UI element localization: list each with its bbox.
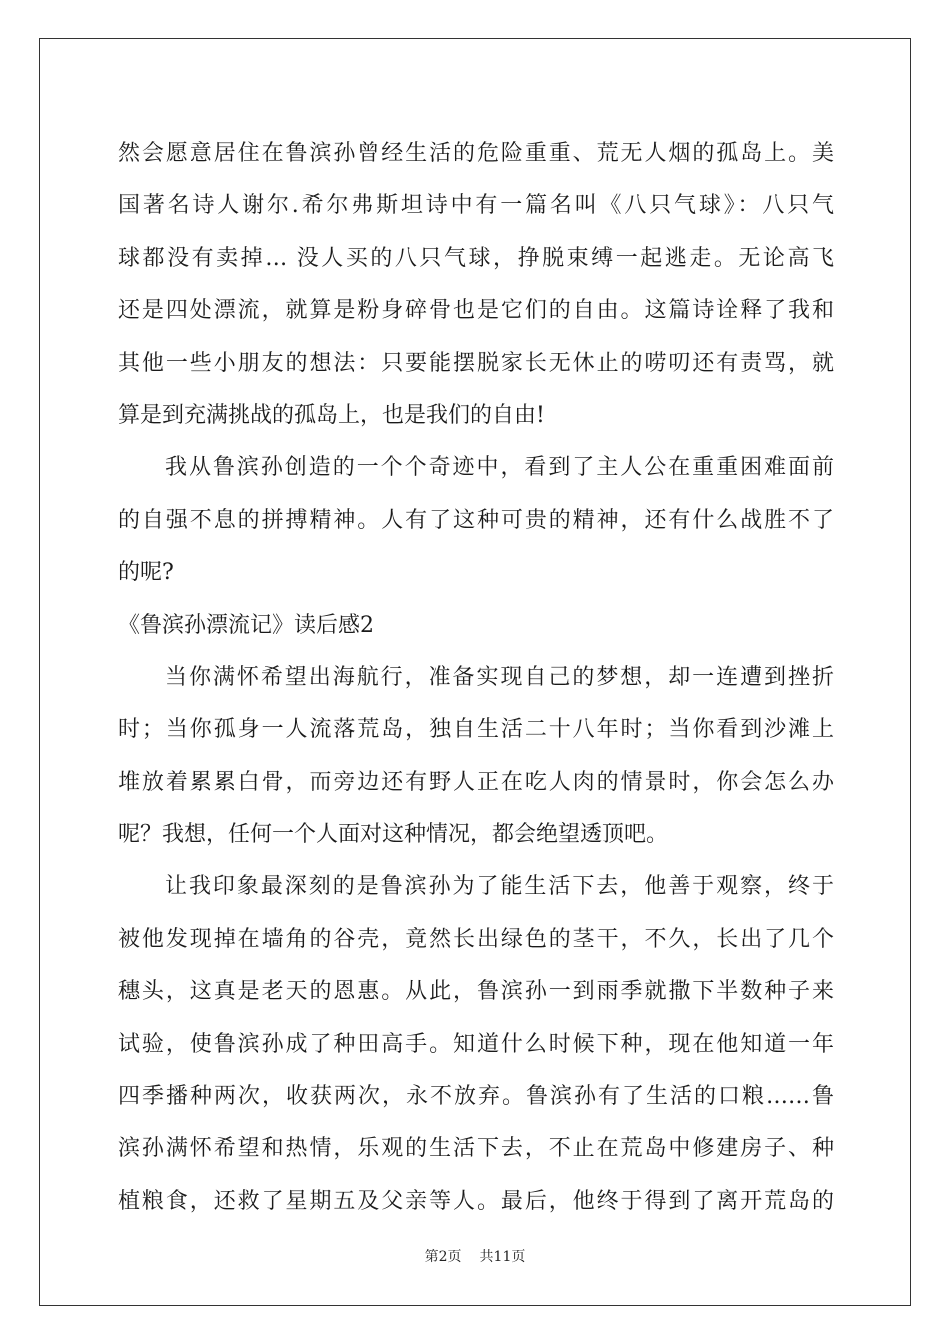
- page-footer: [0, 1246, 950, 1266]
- text-line: 被他发现掉在墙角的谷壳，竟然长出绿色的茎干，不久，长出了几个: [118, 926, 834, 952]
- text-line: 我从鲁滨孙创造的一个个奇迹中，看到了主人公在重重困难面前: [165, 455, 834, 481]
- text-line: 然会愿意居住在鲁滨孙曾经生活的危险重重、荒无人烟的孤岛上。美: [118, 141, 834, 166]
- text-line: 让我印象最深刻的是鲁滨孙为了能生活下去，他善于观察，终于: [165, 874, 834, 900]
- text-line: 的呢?: [118, 560, 174, 586]
- text-line: 的自强不息的拼搏精神。人有了这种可贵的精神，还有什么战胜不了: [118, 507, 834, 533]
- text-line: 呢？我想，任何一个人面对这种情况，都会绝望透顶吧。: [118, 822, 669, 848]
- text-line: 堆放着累累白骨，而旁边还有野人正在吃人肉的情景时，你会怎么办: [118, 769, 834, 795]
- text-line: 滨孙满怀希望和热情，乐观的生活下去，不止在荒岛中修建房子、种: [118, 1136, 834, 1162]
- section-heading: 《鲁滨孙漂流记》读后感2: [118, 612, 374, 638]
- text-line: 球都没有卖掉… 没人买的八只气球，挣脱束缚一起逃走。无论高飞: [118, 245, 834, 271]
- page-total: 共11页: [479, 1249, 526, 1265]
- text-line: 当你满怀希望出海航行，准备实现自己的梦想，却一连遭到挫折: [165, 664, 834, 690]
- text-line: 国著名诗人谢尔.希尔弗斯坦诗中有一篇名叫《八只气球》：八只气: [118, 193, 834, 219]
- text-line: 其他一些小朋友的想法：只要能摆脱家长无休止的唠叨还有责骂，就: [118, 350, 834, 376]
- text-line: 试验，使鲁滨孙成了种田高手。知道什么时候下种，现在他知道一年: [118, 1031, 834, 1057]
- document-body: [118, 128, 834, 1228]
- text-line: 穗头，这真是老天的恩惠。从此，鲁滨孙一到雨季就撒下半数种子来: [118, 979, 834, 1005]
- text-line: 还是四处漂流，就算是粉身碎骨也是它们的自由。这篇诗诠释了我和: [118, 298, 834, 324]
- text-line: 时；当你孤身一人流落荒岛，独自生活二十八年时；当你看到沙滩上: [118, 717, 834, 743]
- text-line: 四季播种两次，收获两次，永不放弃。鲁滨孙有了生活的口粮……鲁: [118, 1084, 834, 1110]
- text-line: 植粮食，还救了星期五及父亲等人。最后，他终于得到了离开荒岛的: [118, 1188, 834, 1214]
- text-line: 算是到充满挑战的孤岛上，也是我们的自由!: [118, 402, 545, 428]
- page-number: 第2页: [424, 1249, 462, 1265]
